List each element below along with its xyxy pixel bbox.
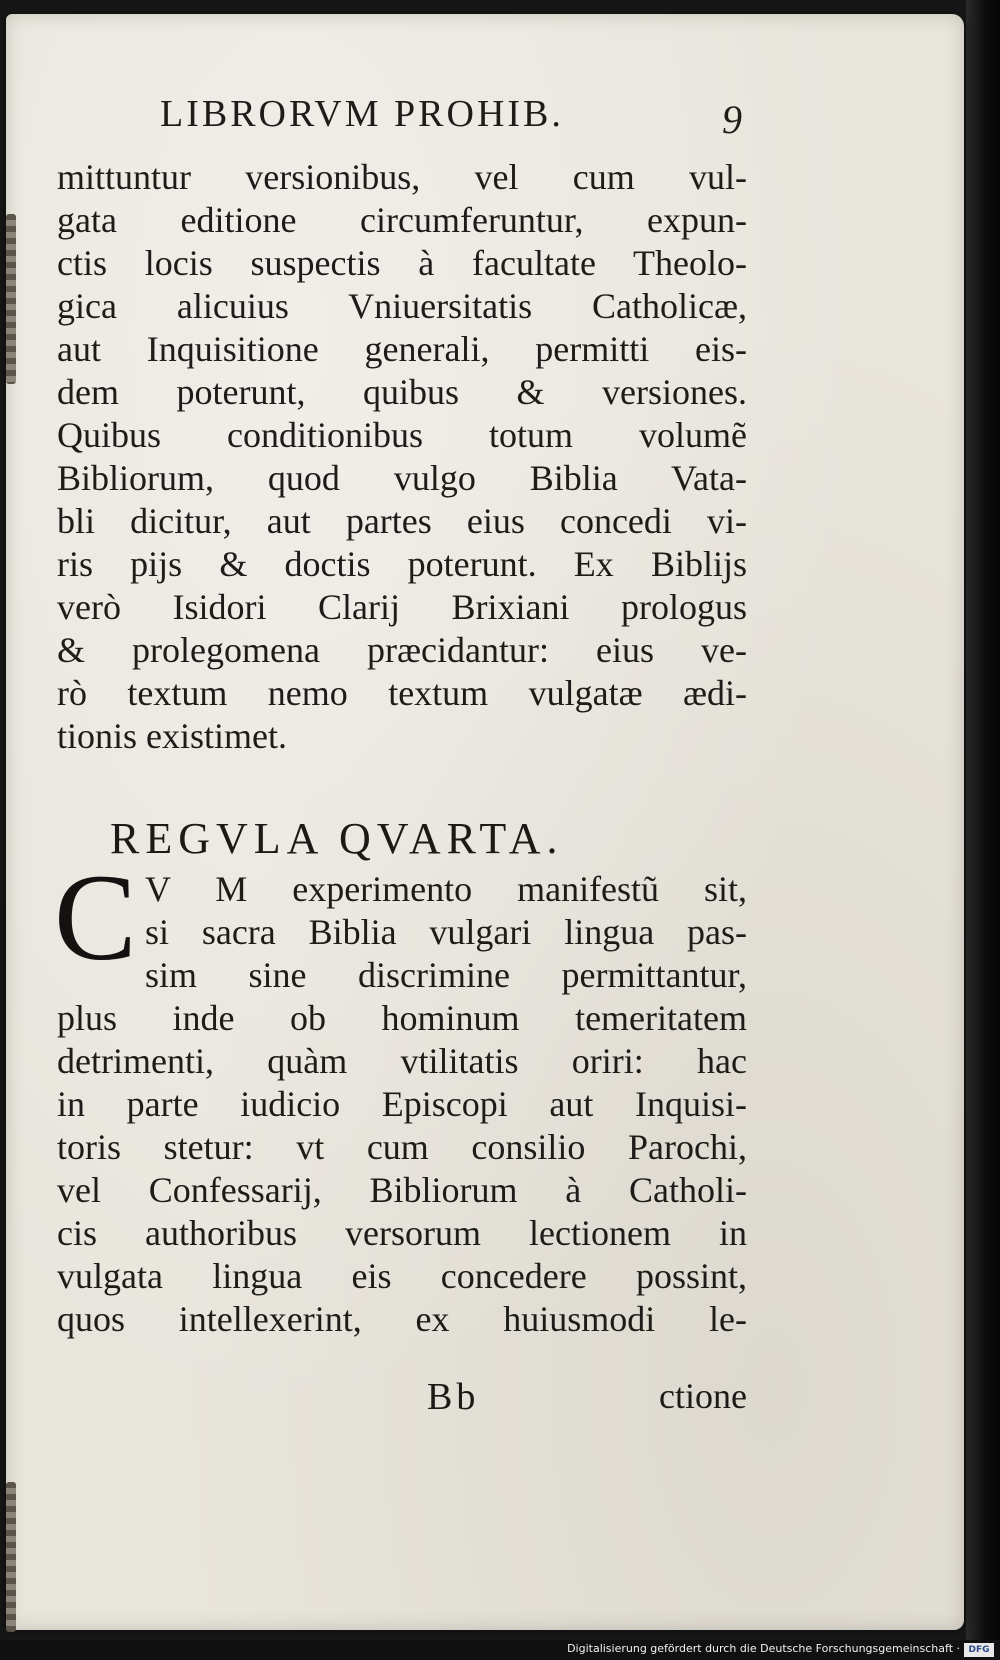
rule-line: toris stetur: vt cum consilio Parochi, xyxy=(57,1127,747,1167)
decorated-initial: C xyxy=(54,849,137,986)
signature-mark: Bb xyxy=(427,1376,480,1418)
rule-line: cis authoribus versorum lectionem in xyxy=(57,1213,747,1253)
body-line: aut Inquisitione generali, permitti eis- xyxy=(57,329,747,369)
body-line: verò Isidori Clarij Brixiani prologus xyxy=(57,587,747,627)
rule-line: in parte iudicio Episcopi aut Inquisi- xyxy=(57,1084,747,1124)
binding-stitch-bottom xyxy=(6,1482,16,1632)
body-line: ris pijs & doctis poterunt. Ex Biblijs xyxy=(57,544,747,584)
body-line: rò textum nemo textum vulgatæ ædi- xyxy=(57,673,747,713)
catchword-row xyxy=(57,1375,747,1419)
body-line: ctis locis suspectis à facultate Theolo- xyxy=(57,243,747,283)
rule-line: plus inde ob hominum temeritatem xyxy=(57,998,747,1038)
dfg-logo-icon: DFG xyxy=(964,1643,994,1657)
book-edge-shadow xyxy=(966,0,1000,1640)
rule-line: V M experimento manifestũ sit, xyxy=(145,869,747,909)
rule-line: vulgata lingua eis concedere possint, xyxy=(57,1256,747,1296)
running-head: LIBRORVM PROHIB. xyxy=(160,93,564,135)
rule-line: detrimenti, quàm vtilitatis oriri: hac xyxy=(57,1041,747,1081)
body-line: bli dicitur, aut partes eius concedi vi- xyxy=(57,501,747,541)
section-heading: REGVLA QVARTA. xyxy=(110,814,564,863)
rule-line: vel Confessarij, Bibliorum à Catholi- xyxy=(57,1170,747,1210)
body-line: Quibus conditionibus totum volumẽ xyxy=(57,415,747,455)
binding-stitch-top xyxy=(6,214,16,384)
body-line: & prolegomena præcidantur: eius ve- xyxy=(57,630,747,670)
page-number: 9 xyxy=(722,97,742,142)
body-line: gata editione circumferuntur, expun- xyxy=(57,200,747,240)
funding-credit: Digitalisierung gefördert durch die Deutsche Forschungsgemeinschaft · xyxy=(567,1642,960,1655)
rule-line: quos intellexerint, ex huiusmodi le- xyxy=(57,1299,747,1339)
body-line: mittuntur versionibus, vel cum vul- xyxy=(57,157,747,197)
body-line: dem poterunt, quibus & versiones. xyxy=(57,372,747,412)
body-line: gica alicuius Vniuersitatis Catholicæ, xyxy=(57,286,747,326)
body-line: Bibliorum, quod vulgo Biblia Vata- xyxy=(57,458,747,498)
catchword: ctione xyxy=(659,1376,747,1416)
rule-line: sim sine discrimine permittantur, xyxy=(145,955,747,995)
body-line-last: tionis existimet. xyxy=(57,716,287,756)
rule-line: si sacra Biblia vulgari lingua pas- xyxy=(145,912,747,952)
